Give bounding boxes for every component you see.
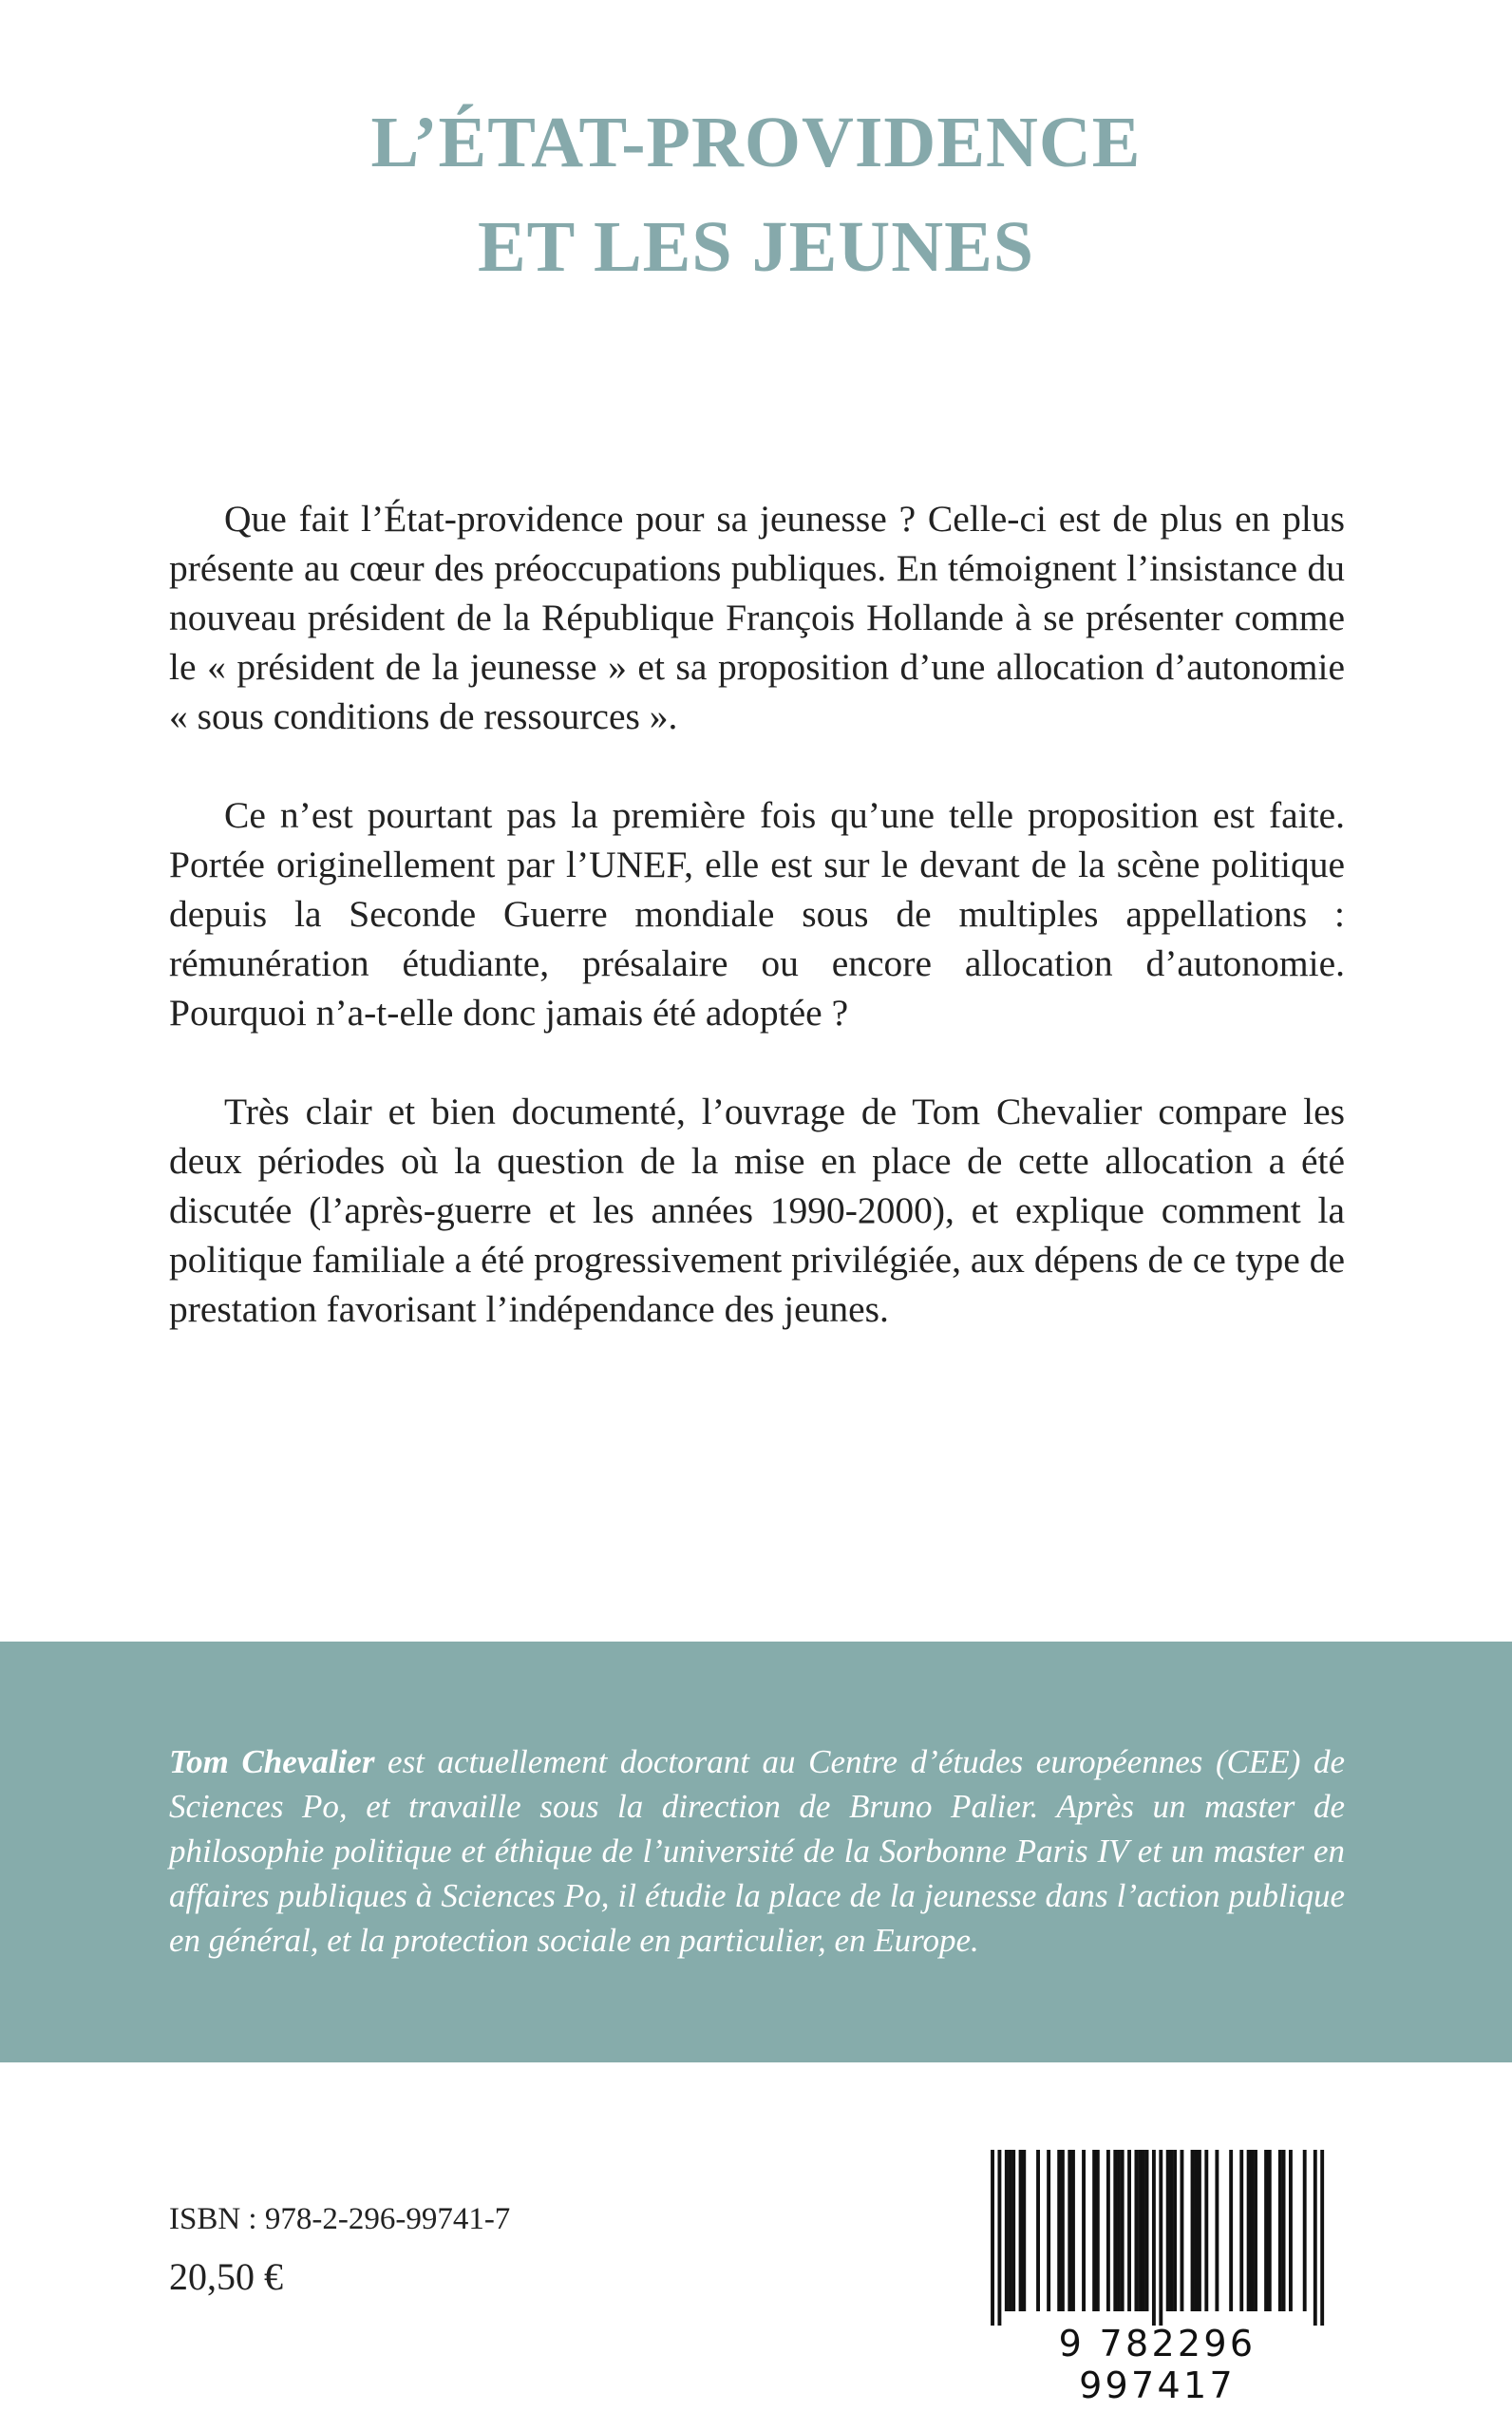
barcode-bar xyxy=(997,2150,1001,2326)
barcode-bar xyxy=(1254,2150,1257,2311)
barcode-bar xyxy=(1082,2150,1086,2311)
barcode-digits: 9 782296 997417 xyxy=(1058,2323,1257,2406)
barcode-bars xyxy=(980,2150,1334,2326)
barcode-bar xyxy=(1117,2150,1121,2311)
title-line-1: L’ÉTAT-PROVIDENCE xyxy=(370,103,1142,182)
barcode-bar xyxy=(1264,2150,1268,2311)
barcode-bar xyxy=(1314,2150,1317,2326)
barcode-bar xyxy=(1057,2150,1061,2311)
author-band xyxy=(0,1642,1512,2062)
barcode-bar xyxy=(1204,2150,1208,2311)
barcode-bar xyxy=(1239,2150,1243,2311)
summary xyxy=(169,494,1345,1383)
barcode-bar xyxy=(1191,2150,1195,2311)
barcode-bar xyxy=(1289,2150,1293,2311)
summary-paragraph-3: Très clair et bien documenté, l’ouvrage de Tom Chevalier compare les deux périodes où la question de la mise en place de cette allocation a été discutée (l’après-guerre et les années 1990-2000), et explique comment la politique familiale a été progressivement privilégiée, aux dépens de ce type de prestation favorisant l’indépendance des jeunes. xyxy=(169,1091,1345,1330)
barcode-bar xyxy=(1134,2150,1138,2311)
barcode-bar xyxy=(1113,2150,1117,2311)
barcode-bar xyxy=(1229,2150,1233,2311)
barcode-bar xyxy=(1194,2150,1198,2311)
barcode-bar xyxy=(1092,2150,1096,2311)
barcode-bar xyxy=(1250,2150,1254,2311)
barcode-bar xyxy=(1166,2150,1170,2311)
barcode-bar xyxy=(1071,2150,1075,2311)
title-line-2: ET LES JEUNES xyxy=(477,207,1035,287)
barcode-bar xyxy=(1121,2150,1125,2311)
barcode-bar xyxy=(1278,2150,1282,2311)
barcode-bar xyxy=(1036,2150,1040,2311)
barcode-bar xyxy=(1009,2150,1012,2311)
barcode-bar xyxy=(1181,2150,1184,2311)
author-bio-text: est actuellement doctorant au Centre d’études européennes (CEE) de Sciences Po, et travaille sous la direction de Bruno Palier. Après un master de philosophie politique et éthique de l’université de la Sorbonne Paris IV et un master en affaires publiques à Sciences Po, il étudie la place de la jeunesse dans l’action publique en général, et la protection sociale en particulier, en Europe. xyxy=(169,1743,1345,1959)
barcode-bar xyxy=(1152,2150,1156,2326)
barcode-bar xyxy=(1303,2150,1307,2311)
isbn: ISBN : 978-2-296-99741-7 xyxy=(169,2202,511,2236)
barcode-bar xyxy=(1022,2150,1026,2311)
barcode-bar xyxy=(1019,2150,1023,2311)
barcode-bar xyxy=(1047,2150,1050,2311)
barcode-bar xyxy=(1011,2150,1015,2311)
barcode-bar xyxy=(1096,2150,1100,2311)
barcode-bar xyxy=(1138,2150,1142,2311)
author-name: Tom Chevalier xyxy=(169,1743,375,1780)
barcode-bar xyxy=(1145,2150,1149,2311)
price: 20,50 € xyxy=(169,2255,283,2298)
barcode-bar xyxy=(1127,2150,1131,2311)
barcode-bar xyxy=(1005,2150,1009,2311)
barcode-bar xyxy=(1215,2150,1219,2311)
barcode-bar xyxy=(1320,2150,1324,2326)
barcode-bar xyxy=(1068,2150,1071,2311)
barcode-bar xyxy=(1142,2150,1145,2311)
barcode-bar xyxy=(1247,2150,1251,2311)
barcode-bar xyxy=(1159,2150,1162,2326)
author-bio xyxy=(169,1739,1345,1963)
barcode-bar xyxy=(1173,2150,1177,2311)
barcode-bar xyxy=(1169,2150,1173,2311)
barcode-bar xyxy=(1106,2150,1110,2311)
book-title xyxy=(0,90,1512,299)
barcode-bar xyxy=(1061,2150,1065,2311)
summary-paragraph-2: Ce n’est pourtant pas la première fois qu’une telle proposition est faite. Portée originellement par l’UNEF, elle est sur le devant de la scène politique depuis la Seconde Guerre mondiale sous de multiples appellations : rémunération étudiante, présalaire ou encore allocation d’autonomie. Pourquoi n’a-t-elle donc jamais été adoptée ? xyxy=(169,794,1345,1034)
barcode-bar xyxy=(1198,2150,1201,2311)
summary-paragraph-1: Que fait l’État-providence pour sa jeunesse ? Celle-ci est de plus en plus présente au cœur des préoccupations publiques. En témoignent l’insistance du nouveau président de la République François Hollande à se présenter comme le « président de la jeunesse » et sa proposition d’une allocation d’autonomie « sous conditions de ressources ». xyxy=(169,498,1345,737)
barcode xyxy=(980,2150,1334,2406)
barcode-bar xyxy=(991,2150,994,2326)
barcode-bar xyxy=(1268,2150,1272,2311)
barcode-bar xyxy=(1282,2150,1286,2311)
